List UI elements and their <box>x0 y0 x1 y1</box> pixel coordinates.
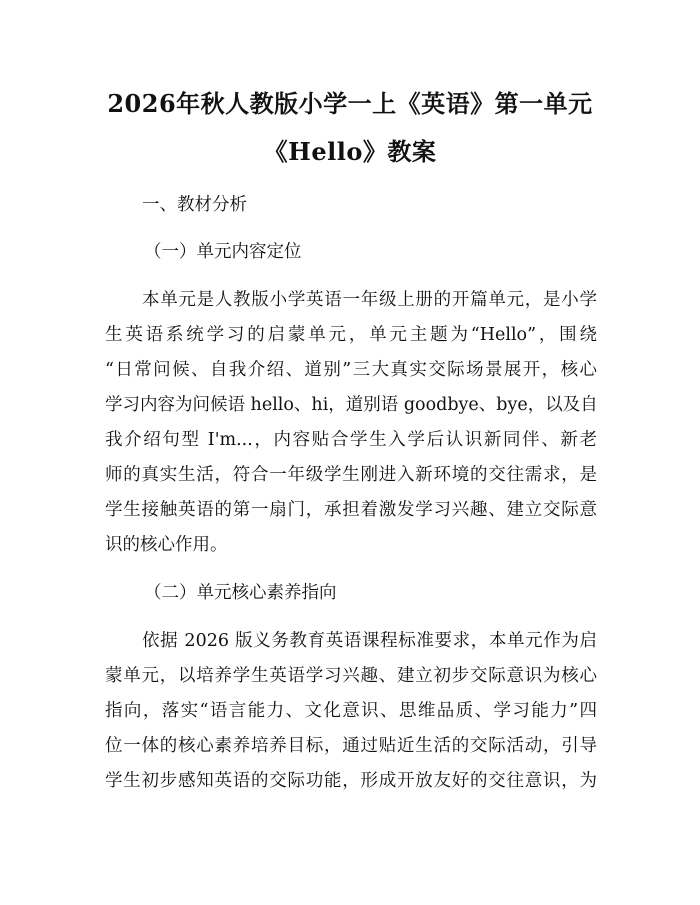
paragraph-2-line-3: 指向，落实“语言能力、文化意识、思维品质、学习能力”四 <box>105 701 597 721</box>
paragraph-1-line-4: 学习内容为问候语 hello、hi，道别语 goodbye、bye，以及自 <box>105 395 598 415</box>
paragraph-1-line-5: 我介绍句型 I'm...，内容贴合学生入学后认识新同伴、新老 <box>105 430 597 450</box>
paragraph-1-line-3: “日常问候、自我介绍、道别”三大真实交际场景展开，核心 <box>105 360 597 380</box>
paragraph-1-line-2: 生英语系统学习的启蒙单元，单元主题为“Hello”，围绕 <box>105 325 597 345</box>
paragraph-2-line-1: 依据 2026 版义务教育英语课程标准要求，本单元作为启 <box>142 631 597 651</box>
subsection-heading-unit-positioning: （一）单元内容定位 <box>144 242 302 262</box>
subsection-heading-core-literacy: （二）单元核心素养指向 <box>144 583 337 603</box>
paragraph-1-line-8: 识的核心作用。 <box>105 535 228 555</box>
paragraph-2-line-4: 位一体的核心素养培养目标，通过贴近生活的交际活动，引导 <box>105 736 597 756</box>
document-title-line-2: 《Hello》教案 <box>263 137 437 166</box>
paragraph-1-line-7: 学生接触英语的第一扇门，承担着激发学习兴趣、建立交际意 <box>105 500 597 520</box>
paragraph-2-line-5: 学生初步感知英语的交际功能，形成开放友好的交往意识，为 <box>105 771 597 791</box>
paragraph-1-line-6: 师的真实生活，符合一年级学生刚进入新环境的交往需求，是 <box>105 465 597 485</box>
paragraph-2-line-2: 蒙单元，以培养学生英语学习兴趣、建立初步交际意识为核心 <box>105 666 597 686</box>
document-title-line-1: 2026年秋人教版小学一上《英语》第一单元 <box>107 89 593 118</box>
section-heading-textbook-analysis: 一、教材分析 <box>142 195 247 215</box>
paragraph-1-line-1: 本单元是人教版小学英语一年级上册的开篇单元，是小学 <box>142 290 597 310</box>
